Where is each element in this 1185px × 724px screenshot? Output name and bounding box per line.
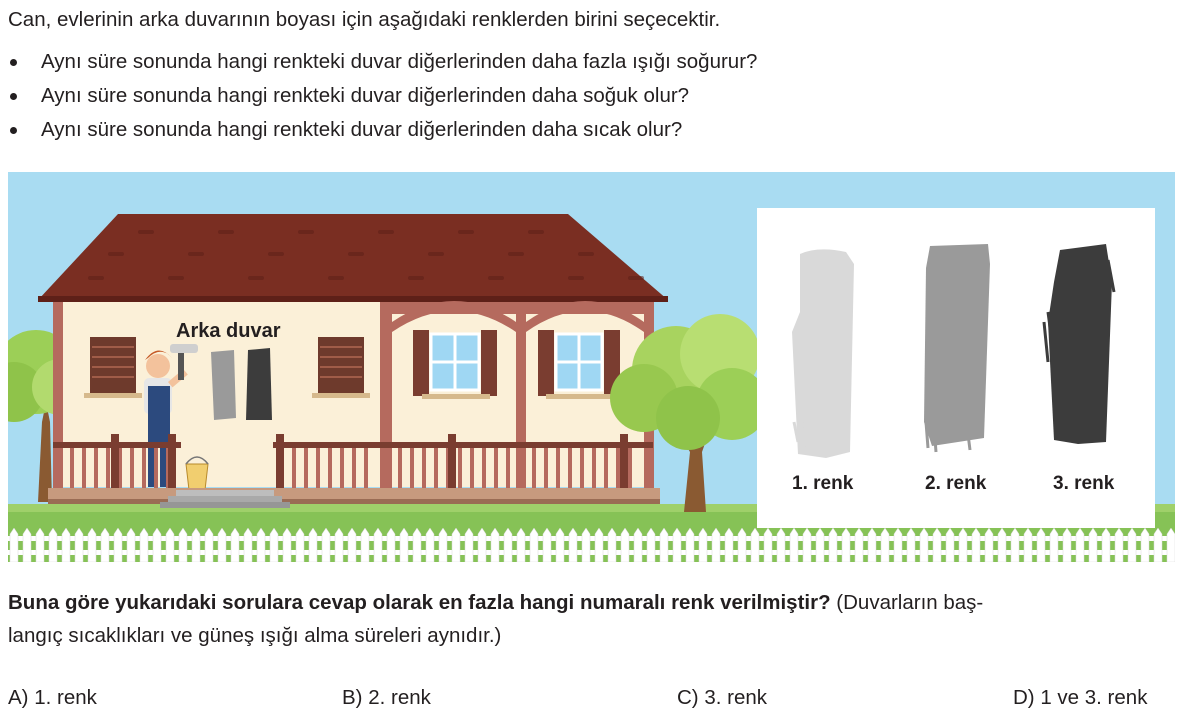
fence-picket <box>491 528 499 562</box>
fence-picket <box>1050 528 1058 562</box>
fence-picket <box>1011 528 1019 562</box>
fence-picket <box>712 528 720 562</box>
swatch-label-1: 1. renk <box>792 473 854 494</box>
fence-picket <box>933 528 941 562</box>
fence-picket <box>283 528 291 562</box>
fence-picket <box>309 528 317 562</box>
fence-picket <box>1089 528 1097 562</box>
fence-picket <box>556 528 564 562</box>
fence-picket <box>218 528 226 562</box>
fence-picket <box>803 528 811 562</box>
swatch-label-2: 2. renk <box>925 473 987 494</box>
fence-picket <box>959 528 967 562</box>
fence-picket <box>88 528 96 562</box>
fence-picket <box>374 528 382 562</box>
fence-picket <box>725 528 733 562</box>
fence-picket <box>166 528 174 562</box>
fence-picket <box>257 528 265 562</box>
window-glass-1 <box>413 330 497 399</box>
list-item: Aynı süre sonunda hangi renkteki duvar diğerlerinden daha sıcak olur? <box>8 116 757 150</box>
fence-picket <box>322 528 330 562</box>
fence-picket <box>426 528 434 562</box>
house-illustration <box>8 172 1175 562</box>
swatch-1 <box>792 249 854 458</box>
fence-picket <box>231 528 239 562</box>
swatch-2 <box>924 244 990 452</box>
fence-picket <box>1141 528 1149 562</box>
fence-picket <box>114 528 122 562</box>
fence-picket <box>348 528 356 562</box>
fence-picket <box>23 528 31 562</box>
fence-picket <box>920 528 928 562</box>
roof <box>38 214 668 302</box>
fence-picket <box>205 528 213 562</box>
fence-picket <box>660 528 668 562</box>
fence-picket <box>140 528 148 562</box>
fence-picket <box>842 528 850 562</box>
fence-picket <box>569 528 577 562</box>
window-middle <box>312 337 370 398</box>
fence-picket <box>907 528 915 562</box>
fence-picket <box>179 528 187 562</box>
fence-picket <box>673 528 681 562</box>
fence-picket <box>595 528 603 562</box>
fence-picket <box>1024 528 1032 562</box>
fence-picket <box>699 528 707 562</box>
fence-picket <box>751 528 759 562</box>
fence-picket <box>153 528 161 562</box>
fence-picket <box>387 528 395 562</box>
fence-picket <box>634 528 642 562</box>
fence-picket <box>413 528 421 562</box>
fence-picket <box>504 528 512 562</box>
fence-picket <box>244 528 252 562</box>
option-d[interactable]: D) 1 ve 3. renk <box>1013 686 1148 709</box>
fence-picket <box>335 528 343 562</box>
fence-picket <box>621 528 629 562</box>
bullet-icon <box>10 59 17 66</box>
fence-picket <box>127 528 135 562</box>
fence-picket <box>608 528 616 562</box>
fence-picket <box>478 528 486 562</box>
fence-picket <box>1115 528 1123 562</box>
wall-label: Arka duvar <box>176 320 281 342</box>
fence-picket <box>36 528 44 562</box>
fence-picket <box>1037 528 1045 562</box>
question-text: Buna göre yukarıdaki sorulara cevap olarak en fazla hangi numaralı renk verilmiştir? (Duvarların baş- langıç sıcaklıkları ve güneş ışığı alma süreleri aynıdır.) <box>8 591 984 647</box>
porch-steps <box>160 490 290 508</box>
window-glass-2 <box>538 330 620 399</box>
fence-picket <box>985 528 993 562</box>
fence-picket <box>530 528 538 562</box>
fence-picket <box>998 528 1006 562</box>
option-a[interactable]: A) 1. renk <box>8 686 97 709</box>
window-left <box>84 337 142 398</box>
fence-picket <box>777 528 785 562</box>
option-b[interactable]: B) 2. renk <box>342 686 431 709</box>
fence-picket <box>439 528 447 562</box>
fence-picket <box>465 528 473 562</box>
fence-picket <box>192 528 200 562</box>
fence-picket <box>790 528 798 562</box>
question-list <box>8 48 757 150</box>
list-item: Aynı süre sonunda hangi renkteki duvar diğerlerinden daha fazla ışığı soğurur? <box>8 48 757 82</box>
fence-picket <box>946 528 954 562</box>
fence-picket <box>543 528 551 562</box>
fence-picket <box>270 528 278 562</box>
fence-picket <box>764 528 772 562</box>
fence-picket <box>62 528 70 562</box>
fence-picket <box>972 528 980 562</box>
fence-picket <box>10 528 18 562</box>
fence-picket <box>738 528 746 562</box>
fence-picket <box>517 528 525 562</box>
fence-picket <box>868 528 876 562</box>
fence-picket <box>816 528 824 562</box>
bullet-icon <box>10 127 17 134</box>
fence-picket <box>829 528 837 562</box>
fence-picket <box>881 528 889 562</box>
fence-picket <box>452 528 460 562</box>
swatch-label-3: 3. renk <box>1053 473 1115 494</box>
fence-picket <box>1154 528 1162 562</box>
fence-picket <box>1102 528 1110 562</box>
fence-picket <box>582 528 590 562</box>
fence-picket <box>296 528 304 562</box>
fence-picket <box>101 528 109 562</box>
list-item: Aynı süre sonunda hangi renkteki duvar diğerlerinden daha soğuk olur? <box>8 82 757 116</box>
fence-picket <box>1167 528 1175 562</box>
fence-picket <box>1076 528 1084 562</box>
fence-picket <box>361 528 369 562</box>
fence-picket <box>75 528 83 562</box>
fence-picket <box>686 528 694 562</box>
intro-text: Can, evlerinin arka duvarının boyası için aşağıdaki renklerden birini seçecektir. <box>8 8 721 31</box>
fence-picket <box>855 528 863 562</box>
option-c[interactable]: C) 3. renk <box>677 686 767 709</box>
fence-picket <box>894 528 902 562</box>
fence-picket <box>49 528 57 562</box>
fence-picket <box>1128 528 1136 562</box>
fence-picket <box>400 528 408 562</box>
fence-picket <box>647 528 655 562</box>
fence-picket <box>1063 528 1071 562</box>
bullet-icon <box>10 93 17 100</box>
